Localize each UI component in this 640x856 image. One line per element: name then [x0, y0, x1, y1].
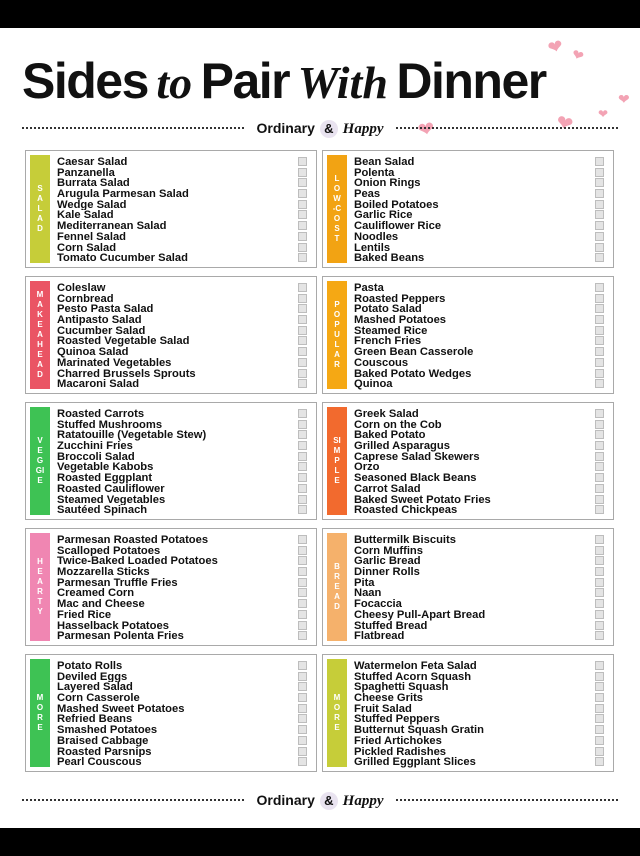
list-item: Focaccia [354, 599, 402, 610]
list-item: Butternut Squash Gratin [354, 725, 484, 736]
list-item: Kale Salad [57, 210, 114, 222]
checkbox[interactable] [595, 210, 604, 219]
checkbox[interactable] [595, 358, 604, 367]
checkbox[interactable] [595, 294, 604, 303]
list-item: Dinner Rolls [354, 567, 420, 578]
checkbox[interactable] [595, 725, 604, 734]
checkbox[interactable] [595, 452, 604, 461]
checkbox[interactable] [595, 693, 604, 702]
list-item: Roasted Vegetable Salad [57, 336, 190, 348]
category-band [327, 407, 347, 515]
brand-happy: Happy [342, 121, 384, 137]
list-item: Coleslaw [57, 283, 106, 294]
bottom-black-bar [0, 828, 640, 856]
checkbox-column [298, 157, 308, 264]
checkbox[interactable] [595, 304, 604, 313]
item-list [57, 661, 291, 768]
brand-ampersand: & [320, 792, 338, 810]
checkbox-column [595, 409, 605, 516]
list-item: Twice-Baked Loaded Potatoes [57, 556, 218, 568]
checkbox[interactable] [298, 253, 307, 262]
category-card [322, 402, 614, 520]
list-item: Roasted Eggplant [57, 473, 153, 484]
list-item: Quinoa [354, 379, 393, 390]
category-label: SALAD [37, 184, 43, 233]
checkbox[interactable] [595, 420, 604, 429]
list-item: Spaghetti Squash [354, 682, 449, 694]
list-item: Grilled Asparagus [354, 441, 450, 452]
category-band [30, 659, 50, 767]
list-item: Panzanella [57, 167, 115, 179]
heart-icon: ❤ [569, 45, 587, 65]
checkbox[interactable] [595, 484, 604, 493]
list-item: Arugula Parmesan Salad [57, 189, 189, 200]
list-item: Orzo [354, 462, 380, 474]
list-item: Roasted Cauliflower [57, 483, 165, 495]
list-item: Peas [354, 189, 381, 200]
list-item: Deviled Eggs [57, 671, 128, 683]
checkbox[interactable] [595, 682, 604, 691]
checkbox[interactable] [595, 704, 604, 713]
category-label: POPULAR [333, 300, 341, 369]
checkbox[interactable] [595, 232, 604, 241]
checkbox[interactable] [298, 588, 307, 597]
list-item: Garlic Bread [354, 556, 421, 568]
checkbox[interactable] [298, 505, 307, 514]
list-item: Parmesan Truffle Fries [57, 577, 178, 589]
list-item: Lentils [354, 242, 391, 254]
checkbox[interactable] [298, 661, 307, 670]
checkbox[interactable] [298, 168, 307, 177]
checkbox[interactable] [298, 495, 307, 504]
checkbox[interactable] [298, 430, 307, 439]
title-pair: Pair [200, 53, 290, 109]
category-band [30, 533, 50, 641]
checkbox[interactable] [595, 462, 604, 471]
category-label: HEARTY [37, 557, 43, 616]
category-card [25, 150, 317, 268]
checkbox[interactable] [595, 505, 604, 514]
checkbox[interactable] [298, 567, 307, 576]
category-card [322, 654, 614, 772]
checkbox[interactable] [298, 599, 307, 608]
list-item: Wedge Salad [57, 199, 127, 211]
list-item: Potato Rolls [57, 661, 123, 672]
list-item: Pesto Pasta Salad [57, 304, 154, 316]
category-card [25, 654, 317, 772]
list-item: Caprese Salad Skewers [354, 451, 480, 463]
category-label: SIMPLE [333, 436, 341, 485]
brand-ampersand: & [320, 120, 338, 138]
list-item: Steamed Vegetables [57, 494, 166, 506]
checkbox[interactable] [595, 379, 604, 388]
list-item: Burrata Salad [57, 178, 130, 190]
checkbox[interactable] [595, 168, 604, 177]
brand-happy: Happy [342, 793, 384, 809]
item-list [57, 283, 291, 390]
checkbox[interactable] [595, 157, 604, 166]
list-item: Parmesan Polenta Fries [57, 631, 184, 642]
brand-footer [22, 790, 618, 810]
checkbox[interactable] [595, 588, 604, 597]
category-band [30, 281, 50, 389]
category-label: VEGGIE [35, 436, 45, 485]
item-list [57, 535, 291, 642]
checkbox[interactable] [595, 567, 604, 576]
checkbox[interactable] [595, 495, 604, 504]
checkbox-column [298, 283, 308, 390]
list-item: Pearl Couscous [57, 757, 142, 768]
list-item: Caesar Salad [57, 157, 128, 168]
checkbox[interactable] [298, 473, 307, 482]
checkbox[interactable] [595, 747, 604, 756]
checkbox-column [298, 661, 308, 768]
checkbox[interactable] [595, 736, 604, 745]
checkbox[interactable] [298, 189, 307, 198]
list-item: Marinated Vegetables [57, 357, 172, 369]
list-item: Pickled Radishes [354, 746, 447, 758]
list-item: Tomato Cucumber Salad [57, 253, 188, 264]
checkbox[interactable] [595, 661, 604, 670]
checkbox[interactable] [298, 714, 307, 723]
checkbox[interactable] [298, 304, 307, 313]
checkbox[interactable] [595, 473, 604, 482]
dotted-divider [396, 799, 618, 801]
title-with: With [297, 57, 388, 108]
list-item: Charred Brussels Sprouts [57, 368, 196, 380]
list-item: Cheesy Pull-Apart Bread [354, 609, 486, 621]
checkbox-column [298, 409, 308, 516]
checkbox[interactable] [595, 441, 604, 450]
list-item: Baked Potato [354, 430, 426, 442]
checkbox[interactable] [595, 243, 604, 252]
checkbox[interactable] [298, 736, 307, 745]
category-band [327, 659, 347, 767]
category-card [25, 528, 317, 646]
checkbox[interactable] [298, 484, 307, 493]
checkbox[interactable] [298, 535, 307, 544]
checkbox[interactable] [595, 336, 604, 345]
list-item: Scalloped Potatoes [57, 545, 161, 557]
list-item: Carrot Salad [354, 483, 421, 495]
checkbox[interactable] [298, 336, 307, 345]
heart-icon: ❤ [545, 35, 566, 59]
list-item: Corn Muffins [354, 545, 423, 557]
list-item: Boiled Potatoes [354, 199, 439, 211]
checkbox[interactable] [595, 200, 604, 209]
list-item: Creamed Corn [57, 588, 135, 600]
list-item: Green Bean Casserole [354, 347, 474, 358]
list-item: Cucumber Salad [57, 325, 146, 337]
list-item: Corn on the Cob [354, 419, 442, 431]
heart-icon: ❤ [598, 107, 609, 121]
list-item: Mashed Sweet Potatoes [57, 703, 185, 715]
category-band [327, 155, 347, 263]
checkbox[interactable] [298, 704, 307, 713]
checkbox-column [595, 535, 605, 642]
title-to: to [156, 57, 193, 108]
dotted-divider [396, 127, 618, 129]
item-list [354, 409, 588, 516]
checkbox[interactable] [298, 693, 307, 702]
list-item: Roasted Peppers [354, 293, 446, 305]
heart-icon: ❤ [416, 117, 437, 143]
checkbox[interactable] [298, 347, 307, 356]
checkbox[interactable] [595, 221, 604, 230]
list-item: Antipasto Salad [57, 315, 142, 326]
category-band [327, 533, 347, 641]
list-item: Pita [354, 577, 375, 589]
category-card [322, 276, 614, 394]
list-item: Garlic Rice [354, 210, 413, 222]
list-item: Mozzarella Sticks [57, 567, 150, 578]
checkbox[interactable] [298, 221, 307, 230]
checkbox[interactable] [595, 599, 604, 608]
category-label: MAKE AHEAD [36, 290, 44, 379]
list-item: Corn Salad [57, 242, 117, 254]
checkbox[interactable] [298, 178, 307, 187]
list-item: Potato Salad [354, 304, 422, 316]
list-item: Fried Artichokes [354, 735, 442, 747]
checkbox[interactable] [298, 157, 307, 166]
checkbox[interactable] [298, 232, 307, 241]
list-item: Zucchini Fries [57, 441, 133, 452]
checkbox[interactable] [298, 578, 307, 587]
list-item: Noodles [354, 231, 399, 243]
checkbox[interactable] [298, 546, 307, 555]
page-title [22, 46, 622, 116]
list-item: Cauliflower Rice [354, 221, 442, 232]
checkbox[interactable] [595, 189, 604, 198]
list-item: Macaroni Salad [57, 379, 140, 390]
checkbox[interactable] [298, 358, 307, 367]
checkbox[interactable] [298, 369, 307, 378]
list-item: Fruit Salad [354, 703, 412, 715]
checkbox[interactable] [298, 725, 307, 734]
checkbox[interactable] [595, 283, 604, 292]
list-item: Watermelon Feta Salad [354, 661, 477, 672]
checkbox[interactable] [298, 409, 307, 418]
list-item: Broccoli Salad [57, 451, 135, 463]
checkbox[interactable] [298, 757, 307, 766]
list-item: Stuffed Bread [354, 620, 428, 632]
category-card [25, 276, 317, 394]
checkbox[interactable] [595, 253, 604, 262]
list-item: Polenta [354, 167, 395, 179]
checkbox[interactable] [298, 200, 307, 209]
checkbox-column [595, 661, 605, 768]
list-item: Baked Beans [354, 253, 425, 264]
checkbox[interactable] [298, 556, 307, 565]
list-item: Bean Salad [354, 157, 415, 168]
list-item: Vegetable Kabobs [57, 462, 154, 474]
list-item: Cheese Grits [354, 693, 424, 704]
list-item: Naan [354, 588, 382, 600]
title-sides: Sides [22, 53, 148, 109]
checkbox[interactable] [298, 610, 307, 619]
title-dinner: Dinner [396, 53, 546, 109]
list-item: Layered Salad [57, 682, 133, 694]
checkbox[interactable] [298, 682, 307, 691]
checkbox[interactable] [298, 243, 307, 252]
list-item: French Fries [354, 336, 422, 348]
list-item: Quinoa Salad [57, 347, 129, 358]
list-item: Buttermilk Biscuits [354, 535, 456, 546]
list-item: Pasta [354, 283, 384, 294]
checkbox[interactable] [298, 452, 307, 461]
list-item: Grilled Eggplant Slices [354, 757, 476, 768]
category-label: LOW-COST [332, 174, 342, 243]
checkbox[interactable] [595, 578, 604, 587]
checkbox[interactable] [595, 409, 604, 418]
item-list [57, 157, 291, 264]
list-item: Refried Beans [57, 714, 133, 726]
checkbox-column [595, 157, 605, 264]
checkbox[interactable] [595, 621, 604, 630]
checkbox[interactable] [298, 326, 307, 335]
list-item: Roasted Parsnips [57, 746, 152, 758]
checkbox[interactable] [298, 283, 307, 292]
checkbox[interactable] [298, 747, 307, 756]
checkbox[interactable] [298, 294, 307, 303]
brand-header [22, 118, 618, 138]
list-item: Smashed Potatoes [57, 725, 158, 736]
category-band [30, 155, 50, 263]
list-item: Cornbread [57, 293, 114, 305]
checkbox[interactable] [298, 631, 307, 640]
checkbox[interactable] [595, 347, 604, 356]
list-item: Braised Cabbage [57, 735, 149, 747]
category-band [30, 407, 50, 515]
list-item: Greek Salad [354, 409, 419, 420]
checkbox[interactable] [298, 315, 307, 324]
list-item: Mediterranean Salad [57, 221, 167, 232]
checkbox[interactable] [595, 714, 604, 723]
category-card [322, 150, 614, 268]
checkbox-column [595, 283, 605, 390]
item-list [57, 409, 291, 516]
list-item: Hasselback Potatoes [57, 620, 169, 632]
category-label: BREAD [334, 562, 340, 611]
checkbox[interactable] [595, 535, 604, 544]
list-item: Fennel Salad [57, 231, 127, 243]
heart-icon: ❤ [618, 91, 630, 107]
checkbox[interactable] [595, 369, 604, 378]
list-item: Mashed Potatoes [354, 315, 447, 326]
item-list [354, 661, 588, 768]
list-item: Stuffed Acorn Squash [354, 671, 472, 683]
checkbox[interactable] [595, 315, 604, 324]
list-item: Parmesan Roasted Potatoes [57, 535, 209, 546]
list-item: Fried Rice [57, 609, 112, 621]
brand-ordinary: Ordinary [256, 120, 315, 136]
item-list [354, 283, 588, 390]
brand-ordinary: Ordinary [256, 792, 315, 808]
checkbox[interactable] [595, 672, 604, 681]
checkbox[interactable] [595, 326, 604, 335]
checkbox[interactable] [595, 556, 604, 565]
sides-checklist-page [0, 28, 640, 828]
checkbox[interactable] [298, 672, 307, 681]
list-item: Ratatouille (Vegetable Stew) [57, 430, 207, 442]
checkbox[interactable] [298, 462, 307, 471]
list-item: Sautéed Spinach [57, 505, 148, 516]
heart-icon: ❤ [553, 111, 576, 137]
list-item: Onion Rings [354, 178, 421, 190]
checkbox[interactable] [595, 430, 604, 439]
checkbox[interactable] [595, 546, 604, 555]
checkbox[interactable] [298, 420, 307, 429]
list-item: Stuffed Peppers [354, 714, 440, 726]
list-item: Seasoned Black Beans [354, 473, 477, 484]
checkbox[interactable] [298, 621, 307, 630]
category-label: MORE [36, 693, 44, 732]
checkbox[interactable] [298, 210, 307, 219]
list-item: Corn Casserole [57, 693, 140, 704]
checkbox[interactable] [595, 178, 604, 187]
top-black-bar [0, 0, 640, 28]
list-item: Steamed Rice [354, 325, 428, 337]
list-item: Couscous [354, 357, 409, 369]
list-item: Flatbread [354, 631, 405, 642]
category-card [322, 528, 614, 646]
list-item: Roasted Chickpeas [354, 505, 458, 516]
checkbox[interactable] [595, 631, 604, 640]
category-band [327, 281, 347, 389]
checkbox[interactable] [595, 610, 604, 619]
list-item: Stuffed Mushrooms [57, 419, 163, 431]
list-item: Roasted Carrots [57, 409, 145, 420]
list-item: Mac and Cheese [57, 599, 145, 610]
category-card [25, 402, 317, 520]
item-list [354, 157, 588, 264]
checkbox-column [298, 535, 308, 642]
category-label: MORE [333, 693, 341, 732]
list-item: Baked Potato Wedges [354, 368, 472, 380]
checkbox[interactable] [298, 379, 307, 388]
checkbox[interactable] [298, 441, 307, 450]
list-item: Baked Sweet Potato Fries [354, 494, 491, 506]
checkbox[interactable] [595, 757, 604, 766]
item-list [354, 535, 588, 642]
